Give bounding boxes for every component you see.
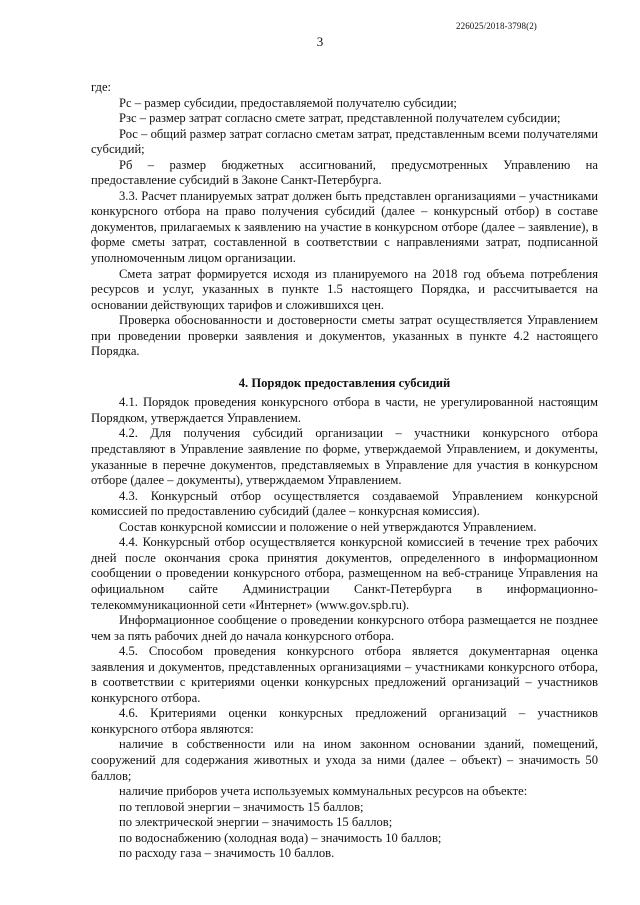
paragraph-4-6: 4.6. Критериями оценки конкурсных предложений организаций – участников конкурсного отбора являются: [91, 706, 598, 736]
criterion-meters: наличие приборов учета используемых коммунальных ресурсов на объекте: [119, 784, 528, 799]
paragraph-info: Информационное сообщение о проведении конкурсного отбора размещается не позднее чем за пять рабочих дней до начала конкурсного отбора. [91, 613, 598, 643]
paragraph-4-1: 4.1. Порядок проведения конкурсного отбора в части, не урегулированной настоящим Порядком, утверждается Управлением. [91, 395, 598, 425]
meter-water: по водоснабжению (холодная вода) – значимость 10 баллов; [119, 830, 442, 845]
page-number: 3 [316, 34, 324, 49]
criterion-objects: наличие в собственности или на ином законном основании зданий, помещений, сооружений для содержания животных и ухода за ними (далее – объект) – значимость 50 баллов; [91, 737, 598, 783]
paragraph-3-3: 3.3. Расчет планируемых затрат должен быть представлен организациями – участниками конкурсного отбора на право получения субсидий (далее – конкурсный отбор) в составе документов, прилагаемых к заявлению на участие в конкурсном отборе (далее – заявление), в форме сметы затрат, составленной в соответствии с направлениями затрат, подписанной уполномоченным лицом организации. [91, 188, 598, 266]
paragraph-4-2: 4.2. Для получения субсидий организации – участники конкурсного отбора представляют в Управление заявление по форме, утверждаемой Управлением, и документы, указанные в перечне документов, представляемых в Управление для участия в конкурсном отборе (далее – документы), утверждаемом Управлением. [91, 426, 598, 488]
definition-rzs: Рзс – размер затрат согласно смете затрат, представленной получателем субсидии; [119, 111, 561, 126]
paragraph-check: Проверка обоснованности и достоверности сметы затрат осуществляется Управлением при проведении проверки заявления и документов, указанных в пункте 4.2 настоящего Порядка. [91, 313, 598, 359]
meter-heat: по тепловой энергии – значимость 15 баллов; [119, 799, 364, 814]
document-id: 226025/2018-3798(2) [456, 21, 537, 31]
paragraph-4-5: 4.5. Способом проведения конкурсного отбора является документарная оценка заявления и документов, представленных организациями – участниками конкурсного отбора, в соответствии с критериями оценки конкурсных предложений организаций – участников конкурсного отбора. [91, 644, 598, 705]
meter-electric: по электрической энергии – значимость 15 баллов; [119, 815, 393, 830]
meter-gas: по расходу газа – значимость 10 баллов. [119, 846, 335, 861]
definition-rb: Рб – размер бюджетных ассигнований, предусмотренных Управлению на предоставление субсидий в Законе Санкт-Петербурга. [91, 157, 598, 188]
definition-rs: Рс – размер субсидии, предоставляемой получателю субсидии; [119, 95, 457, 110]
definition-ros: Рос – общий размер затрат согласно сметам затрат, представленным всеми получателями субсидий; [91, 126, 598, 157]
paragraph-smeta: Смета затрат формируется исходя из планируемого на 2018 год объема потребления ресурсов и услуг, указанных в пункте 1.5 настоящего Порядка, и рассчитывается на основании действующих тарифов и сложившихся цен. [91, 266, 598, 312]
section-4-title: 4. Порядок предоставления субсидий [238, 375, 451, 390]
paragraph-commission: Состав конкурсной комиссии и положение о ней утверждаются Управлением. [119, 519, 537, 534]
paragraph-4-3: 4.3. Конкурсный отбор осуществляется создаваемой Управлением конкурсной комиссией по предоставлению субсидий (далее – конкурсная комиссия). [91, 488, 598, 519]
document-body [91, 80, 598, 862]
paragraph-4-4: 4.4. Конкурсный отбор осуществляется конкурсной комиссией в течение трех рабочих дней после окончания срока принятия документов, определенного в информационном сообщении о проведении конкурсного отбора, размещенном на веб-странице Управления на официальном сайте Администрации Санкт-Петербурга в информационно-телекоммуникационной сети «Интернет» (www.gov.spb.ru). [91, 535, 598, 612]
where-label: где: [91, 80, 112, 94]
